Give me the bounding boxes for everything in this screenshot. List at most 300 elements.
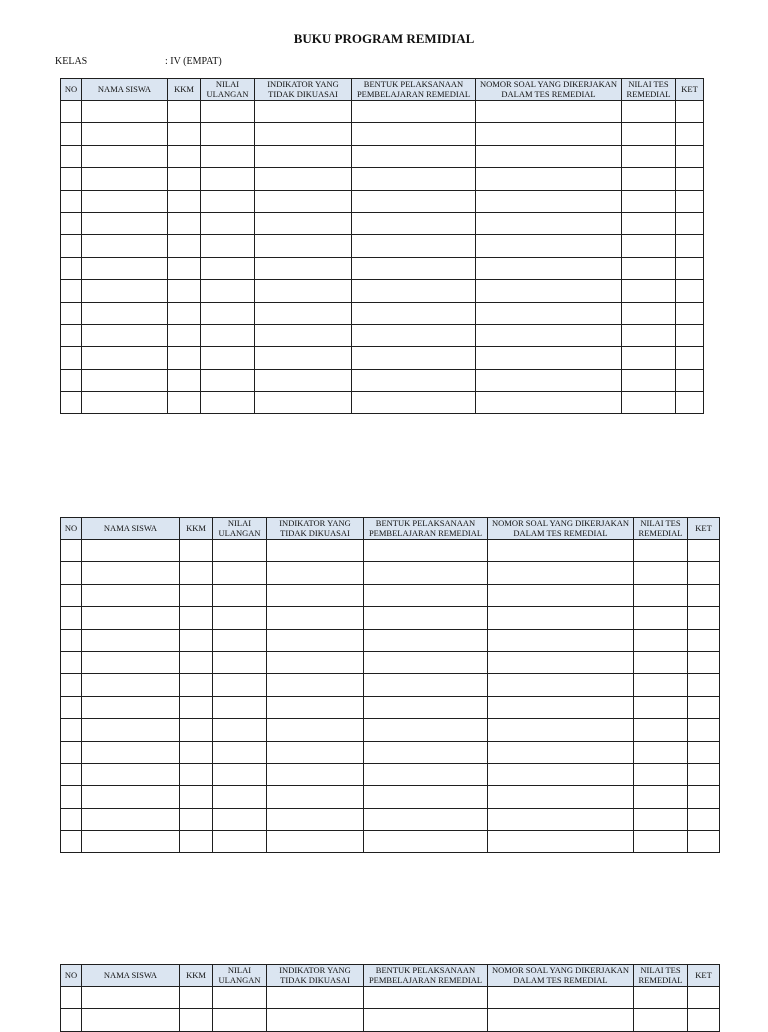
- cell-no: [61, 763, 82, 785]
- header-line: NILAI TES: [628, 79, 669, 89]
- cell-indikator: [255, 168, 352, 190]
- cell-bentuk-pelaksanaan: [364, 540, 488, 562]
- table-row: [61, 212, 704, 234]
- cell-nilai-tes-remedial: [622, 235, 676, 257]
- cell-nama-siswa: [82, 123, 168, 145]
- cell-nama-siswa: [82, 347, 168, 369]
- cell-nama-siswa: [82, 786, 180, 808]
- cell-nomor-soal: [476, 392, 622, 414]
- cell-nomor-soal: [488, 741, 634, 763]
- cell-bentuk-pelaksanaan: [352, 145, 476, 167]
- cell-nilai-ulangan: [201, 190, 255, 212]
- cell-no: [61, 168, 82, 190]
- cell-indikator: [267, 696, 364, 718]
- cell-indikator: [267, 831, 364, 853]
- cell-nilai-tes-remedial: [634, 987, 688, 1009]
- cell-nama-siswa: [82, 741, 180, 763]
- cell-kkm: [180, 674, 213, 696]
- cell-indikator: [267, 763, 364, 785]
- cell-indikator: [255, 123, 352, 145]
- header-indikator: [267, 965, 364, 987]
- table-row: [61, 392, 704, 414]
- header-ket: [688, 518, 720, 540]
- cell-nomor-soal: [476, 347, 622, 369]
- table-row: [61, 584, 720, 606]
- header-line: NAMA SISWA: [103, 522, 158, 533]
- cell-indikator: [255, 190, 352, 212]
- cell-nama-siswa: [82, 540, 180, 562]
- cell-ket: [676, 302, 704, 324]
- cell-no: [61, 696, 82, 718]
- cell-bentuk-pelaksanaan: [352, 369, 476, 391]
- cell-no: [61, 741, 82, 763]
- cell-nomor-soal: [488, 674, 634, 696]
- cell-nilai-tes-remedial: [622, 190, 676, 212]
- cell-nomor-soal: [488, 562, 634, 584]
- cell-no: [61, 786, 82, 808]
- cell-nomor-soal: [476, 190, 622, 212]
- header-line: TIDAK DIKUASAI: [280, 974, 350, 985]
- cell-kkm: [168, 369, 201, 391]
- cell-kkm: [168, 212, 201, 234]
- cell-nama-siswa: [82, 562, 180, 584]
- table-row: [61, 562, 720, 584]
- cell-ket: [676, 101, 704, 123]
- header-line: KKM: [186, 522, 206, 533]
- table-row: [61, 145, 704, 167]
- cell-nama-siswa: [82, 302, 168, 324]
- cell-nama-siswa: [82, 987, 180, 1009]
- remedial-table-1: [60, 78, 704, 414]
- cell-no: [61, 392, 82, 414]
- table-row: [61, 651, 720, 673]
- header-indikator: [255, 79, 352, 101]
- cell-kkm: [168, 145, 201, 167]
- cell-nilai-tes-remedial: [634, 741, 688, 763]
- cell-kkm: [180, 696, 213, 718]
- cell-indikator: [267, 786, 364, 808]
- kelas-value: : IV (EMPAT): [165, 56, 222, 67]
- cell-nama-siswa: [82, 1009, 180, 1031]
- cell-ket: [676, 369, 704, 391]
- header-line: INDIKATOR YANG: [279, 965, 351, 975]
- cell-nilai-tes-remedial: [622, 168, 676, 190]
- cell-indikator: [255, 280, 352, 302]
- cell-bentuk-pelaksanaan: [364, 696, 488, 718]
- cell-no: [61, 540, 82, 562]
- header-nilai-tes-remedial: [622, 79, 676, 101]
- cell-nilai-tes-remedial: [634, 651, 688, 673]
- header-line: BENTUK PELAKSANAAN: [363, 79, 464, 89]
- header-nama-siswa: [82, 965, 180, 987]
- document-title: BUKU PROGRAM REMIDIAL: [293, 31, 475, 46]
- cell-nomor-soal: [476, 369, 622, 391]
- cell-indikator: [267, 719, 364, 741]
- cell-indikator: [255, 212, 352, 234]
- table-row: [61, 190, 704, 212]
- cell-indikator: [255, 324, 352, 346]
- cell-kkm: [168, 324, 201, 346]
- cell-nilai-tes-remedial: [634, 584, 688, 606]
- cell-nomor-soal: [488, 629, 634, 651]
- cell-nilai-tes-remedial: [622, 347, 676, 369]
- cell-nilai-tes-remedial: [634, 607, 688, 629]
- cell-no: [61, 257, 82, 279]
- header-line: NAMA SISWA: [97, 83, 152, 94]
- cell-bentuk-pelaksanaan: [352, 392, 476, 414]
- cell-nilai-tes-remedial: [622, 392, 676, 414]
- cell-bentuk-pelaksanaan: [352, 257, 476, 279]
- cell-ket: [676, 392, 704, 414]
- cell-nilai-ulangan: [201, 302, 255, 324]
- cell-no: [61, 719, 82, 741]
- cell-kkm: [180, 786, 213, 808]
- header-line: NO: [64, 969, 78, 980]
- header-line: DALAM TES REMEDIAL: [513, 974, 608, 985]
- cell-nama-siswa: [82, 808, 180, 830]
- header-line: NOMOR SOAL YANG DIKERJAKAN: [491, 518, 630, 528]
- table-row: [61, 347, 704, 369]
- cell-no: [61, 987, 82, 1009]
- table-row: [61, 786, 720, 808]
- table-row: [61, 763, 720, 785]
- cell-kkm: [168, 168, 201, 190]
- cell-kkm: [180, 629, 213, 651]
- cell-indikator: [255, 392, 352, 414]
- cell-no: [61, 190, 82, 212]
- cell-nomor-soal: [476, 280, 622, 302]
- cell-no: [61, 629, 82, 651]
- cell-no: [61, 369, 82, 391]
- cell-nilai-tes-remedial: [622, 257, 676, 279]
- remedial-table-3: [60, 964, 720, 1032]
- table-row: [61, 168, 704, 190]
- header-nomor-soal: [488, 965, 634, 987]
- cell-nama-siswa: [82, 392, 168, 414]
- cell-indikator: [255, 145, 352, 167]
- cell-nama-siswa: [82, 651, 180, 673]
- header-line: KET: [695, 969, 712, 980]
- cell-kkm: [180, 562, 213, 584]
- cell-nilai-tes-remedial: [634, 696, 688, 718]
- cell-nilai-ulangan: [213, 696, 267, 718]
- cell-nomor-soal: [488, 540, 634, 562]
- cell-ket: [688, 607, 720, 629]
- header-line: BENTUK PELAKSANAAN: [375, 518, 476, 528]
- cell-nomor-soal: [488, 831, 634, 853]
- header-line: BENTUK PELAKSANAAN: [375, 965, 476, 975]
- cell-nama-siswa: [82, 101, 168, 123]
- cell-kkm: [168, 392, 201, 414]
- cell-ket: [688, 719, 720, 741]
- cell-nomor-soal: [476, 235, 622, 257]
- cell-indikator: [267, 987, 364, 1009]
- cell-nomor-soal: [488, 786, 634, 808]
- cell-nilai-ulangan: [201, 257, 255, 279]
- header-line: REMEDIAL: [638, 974, 683, 985]
- cell-nilai-tes-remedial: [634, 562, 688, 584]
- table-row: [61, 741, 720, 763]
- cell-nilai-tes-remedial: [622, 212, 676, 234]
- header-line: ULANGAN: [218, 527, 261, 538]
- cell-bentuk-pelaksanaan: [352, 235, 476, 257]
- remedial-table-2: [60, 517, 720, 853]
- cell-nilai-tes-remedial: [634, 831, 688, 853]
- header-bentuk-pelaksanaan: [364, 965, 488, 987]
- cell-nilai-tes-remedial: [634, 786, 688, 808]
- cell-nomor-soal: [488, 719, 634, 741]
- cell-nomor-soal: [488, 651, 634, 673]
- cell-bentuk-pelaksanaan: [364, 719, 488, 741]
- cell-bentuk-pelaksanaan: [352, 123, 476, 145]
- cell-nilai-ulangan: [213, 741, 267, 763]
- cell-nilai-ulangan: [213, 831, 267, 853]
- cell-nilai-tes-remedial: [622, 280, 676, 302]
- header-no: [61, 965, 82, 987]
- cell-ket: [688, 987, 720, 1009]
- cell-indikator: [267, 562, 364, 584]
- cell-no: [61, 562, 82, 584]
- cell-no: [61, 235, 82, 257]
- cell-ket: [676, 212, 704, 234]
- header-indikator: [267, 518, 364, 540]
- cell-nama-siswa: [82, 696, 180, 718]
- table-header-row: [61, 79, 704, 101]
- header-no: [61, 518, 82, 540]
- cell-kkm: [168, 347, 201, 369]
- cell-bentuk-pelaksanaan: [364, 786, 488, 808]
- cell-kkm: [168, 190, 201, 212]
- cell-nilai-ulangan: [213, 584, 267, 606]
- header-nomor-soal: [476, 79, 622, 101]
- table-row: [61, 831, 720, 853]
- header-line: DALAM TES REMEDIAL: [513, 527, 608, 538]
- table-row: [61, 540, 720, 562]
- cell-nilai-tes-remedial: [634, 1009, 688, 1031]
- cell-no: [61, 302, 82, 324]
- cell-nilai-tes-remedial: [634, 629, 688, 651]
- cell-bentuk-pelaksanaan: [364, 607, 488, 629]
- header-line: NAMA SISWA: [103, 969, 158, 980]
- cell-kkm: [168, 235, 201, 257]
- cell-ket: [688, 540, 720, 562]
- table-row: [61, 101, 704, 123]
- cell-nilai-ulangan: [213, 1009, 267, 1031]
- header-line: NILAI: [227, 518, 252, 528]
- cell-nilai-ulangan: [201, 369, 255, 391]
- cell-no: [61, 651, 82, 673]
- cell-ket: [676, 168, 704, 190]
- cell-nomor-soal: [476, 212, 622, 234]
- cell-nilai-tes-remedial: [634, 540, 688, 562]
- table-row: [61, 324, 704, 346]
- table-row: [61, 696, 720, 718]
- header-line: ULANGAN: [218, 974, 261, 985]
- table-row: [61, 369, 704, 391]
- header-line: REMEDIAL: [626, 88, 671, 99]
- cell-no: [61, 212, 82, 234]
- cell-nilai-ulangan: [213, 763, 267, 785]
- cell-nama-siswa: [82, 831, 180, 853]
- cell-nilai-ulangan: [213, 786, 267, 808]
- cell-nama-siswa: [82, 763, 180, 785]
- cell-nilai-ulangan: [201, 324, 255, 346]
- cell-kkm: [180, 987, 213, 1009]
- cell-ket: [688, 741, 720, 763]
- table-row: [61, 719, 720, 741]
- cell-nama-siswa: [82, 168, 168, 190]
- header-ket: [688, 965, 720, 987]
- header-line: PEMBELAJARAN REMEDIAL: [368, 974, 483, 985]
- table-row: [61, 280, 704, 302]
- cell-bentuk-pelaksanaan: [364, 987, 488, 1009]
- cell-kkm: [180, 719, 213, 741]
- cell-indikator: [255, 302, 352, 324]
- cell-no: [61, 324, 82, 346]
- cell-bentuk-pelaksanaan: [364, 629, 488, 651]
- table-row: [61, 302, 704, 324]
- table-row: [61, 808, 720, 830]
- cell-bentuk-pelaksanaan: [364, 1009, 488, 1031]
- cell-bentuk-pelaksanaan: [352, 280, 476, 302]
- cell-bentuk-pelaksanaan: [352, 302, 476, 324]
- cell-ket: [688, 584, 720, 606]
- cell-nilai-ulangan: [213, 540, 267, 562]
- table-row: [61, 235, 704, 257]
- cell-nama-siswa: [82, 584, 180, 606]
- cell-indikator: [267, 540, 364, 562]
- cell-nilai-tes-remedial: [622, 369, 676, 391]
- header-bentuk-pelaksanaan: [352, 79, 476, 101]
- cell-nilai-tes-remedial: [634, 808, 688, 830]
- cell-nomor-soal: [488, 584, 634, 606]
- cell-indikator: [255, 101, 352, 123]
- cell-ket: [688, 808, 720, 830]
- cell-nama-siswa: [82, 607, 180, 629]
- header-line: NOMOR SOAL YANG DIKERJAKAN: [479, 79, 618, 89]
- cell-nomor-soal: [488, 763, 634, 785]
- cell-nama-siswa: [82, 674, 180, 696]
- cell-nilai-ulangan: [201, 101, 255, 123]
- cell-indikator: [267, 741, 364, 763]
- header-line: NO: [64, 83, 78, 94]
- cell-nilai-tes-remedial: [622, 101, 676, 123]
- cell-indikator: [267, 808, 364, 830]
- cell-no: [61, 607, 82, 629]
- header-nama-siswa: [82, 79, 168, 101]
- cell-kkm: [180, 763, 213, 785]
- cell-nilai-ulangan: [213, 808, 267, 830]
- header-ket: [676, 79, 704, 101]
- cell-nilai-ulangan: [213, 987, 267, 1009]
- cell-bentuk-pelaksanaan: [364, 808, 488, 830]
- header-kkm: [168, 79, 201, 101]
- header-line: KKM: [186, 969, 206, 980]
- cell-bentuk-pelaksanaan: [352, 168, 476, 190]
- table-row: [61, 674, 720, 696]
- cell-kkm: [180, 540, 213, 562]
- cell-ket: [676, 190, 704, 212]
- header-line: NILAI TES: [640, 518, 681, 528]
- table-row: [61, 629, 720, 651]
- cell-ket: [676, 257, 704, 279]
- cell-nomor-soal: [476, 324, 622, 346]
- cell-no: [61, 145, 82, 167]
- cell-nilai-ulangan: [213, 629, 267, 651]
- cell-ket: [676, 347, 704, 369]
- cell-indikator: [255, 347, 352, 369]
- cell-ket: [688, 651, 720, 673]
- header-bentuk-pelaksanaan: [364, 518, 488, 540]
- cell-nilai-ulangan: [201, 392, 255, 414]
- cell-ket: [688, 674, 720, 696]
- table-row: [61, 987, 720, 1009]
- cell-nomor-soal: [488, 1009, 634, 1031]
- cell-bentuk-pelaksanaan: [352, 190, 476, 212]
- cell-indikator: [267, 607, 364, 629]
- cell-nilai-ulangan: [213, 719, 267, 741]
- cell-kkm: [180, 808, 213, 830]
- cell-nama-siswa: [82, 280, 168, 302]
- cell-ket: [676, 145, 704, 167]
- cell-nomor-soal: [476, 123, 622, 145]
- cell-nilai-ulangan: [213, 562, 267, 584]
- cell-nilai-ulangan: [201, 145, 255, 167]
- cell-bentuk-pelaksanaan: [352, 101, 476, 123]
- cell-nomor-soal: [476, 257, 622, 279]
- cell-ket: [676, 324, 704, 346]
- cell-ket: [688, 696, 720, 718]
- cell-nama-siswa: [82, 145, 168, 167]
- cell-ket: [688, 831, 720, 853]
- cell-kkm: [180, 651, 213, 673]
- cell-no: [61, 280, 82, 302]
- cell-indikator: [255, 235, 352, 257]
- header-line: ULANGAN: [206, 88, 249, 99]
- cell-nilai-ulangan: [201, 347, 255, 369]
- cell-nama-siswa: [82, 257, 168, 279]
- cell-nama-siswa: [82, 629, 180, 651]
- header-line: PEMBELAJARAN REMEDIAL: [368, 527, 483, 538]
- cell-nama-siswa: [82, 719, 180, 741]
- cell-nilai-tes-remedial: [634, 763, 688, 785]
- cell-nomor-soal: [488, 808, 634, 830]
- header-kkm: [180, 518, 213, 540]
- header-line: PEMBELAJARAN REMEDIAL: [356, 88, 471, 99]
- header-nilai-ulangan: [213, 518, 267, 540]
- cell-nama-siswa: [82, 190, 168, 212]
- cell-kkm: [168, 101, 201, 123]
- cell-nilai-ulangan: [201, 280, 255, 302]
- cell-no: [61, 831, 82, 853]
- cell-bentuk-pelaksanaan: [352, 324, 476, 346]
- cell-no: [61, 808, 82, 830]
- header-kkm: [180, 965, 213, 987]
- cell-nilai-tes-remedial: [622, 145, 676, 167]
- cell-nilai-ulangan: [213, 651, 267, 673]
- cell-bentuk-pelaksanaan: [364, 763, 488, 785]
- cell-bentuk-pelaksanaan: [364, 831, 488, 853]
- cell-bentuk-pelaksanaan: [364, 674, 488, 696]
- header-line: KET: [695, 522, 712, 533]
- cell-kkm: [180, 741, 213, 763]
- cell-nilai-ulangan: [201, 168, 255, 190]
- cell-nomor-soal: [476, 101, 622, 123]
- cell-nilai-tes-remedial: [622, 324, 676, 346]
- header-line: NILAI TES: [640, 965, 681, 975]
- header-line: TIDAK DIKUASAI: [268, 88, 338, 99]
- table-row: [61, 257, 704, 279]
